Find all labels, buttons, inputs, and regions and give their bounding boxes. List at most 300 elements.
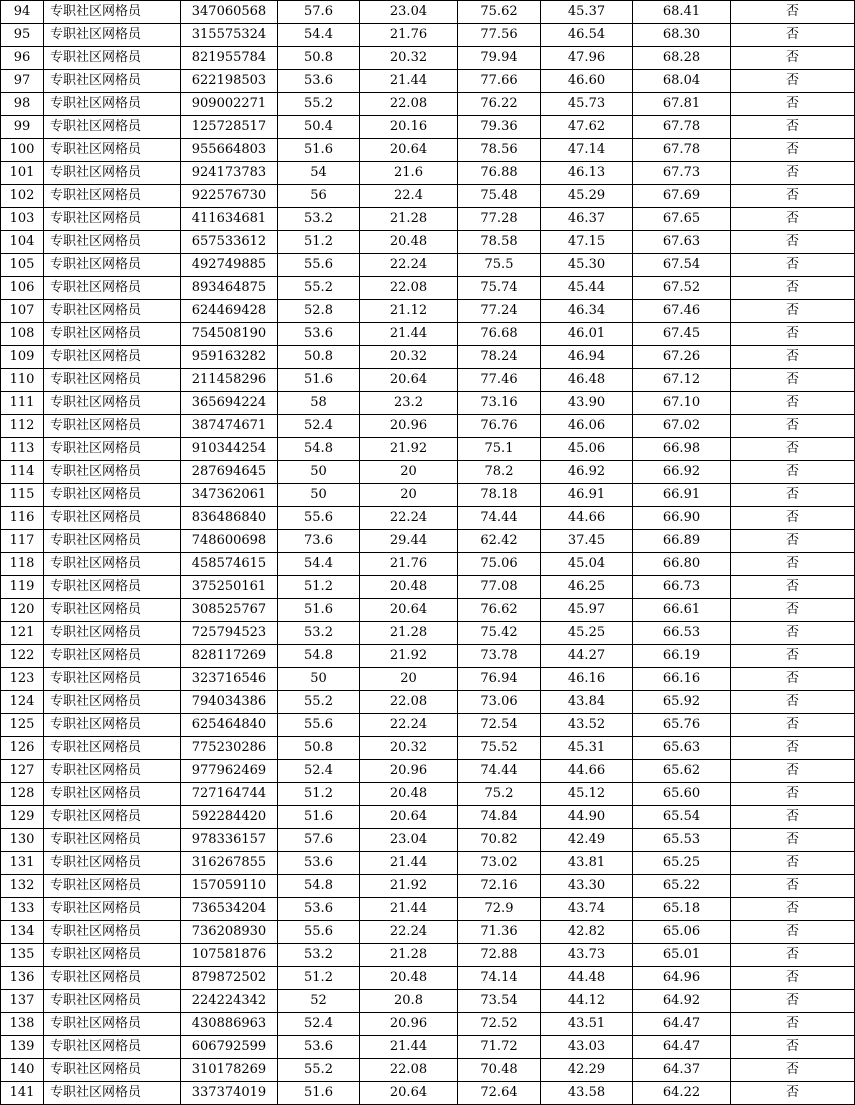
total-score-cell: 67.78 [633,116,731,139]
written-score-cell: 53.6 [278,898,360,921]
written-weighted-cell: 21.76 [360,553,458,576]
written-score-cell: 53.6 [278,70,360,93]
row-number-cell: 131 [1,852,44,875]
exam-id-cell: 316267855 [181,852,278,875]
table-row [1,116,855,139]
written-score-cell: 51.6 [278,369,360,392]
total-score-cell: 66.53 [633,622,731,645]
written-weighted-cell: 23.04 [360,1,458,24]
exam-id-cell: 736208930 [181,921,278,944]
interview-score-cell: 76.62 [458,599,541,622]
interview-weighted-cell: 47.15 [541,231,633,254]
total-score-cell: 65.22 [633,875,731,898]
interview-weighted-cell: 45.73 [541,93,633,116]
interview-score-cell: 77.56 [458,24,541,47]
interview-score-cell: 79.94 [458,47,541,70]
row-number-cell: 124 [1,691,44,714]
qualified-flag-cell: 否 [731,47,855,70]
row-number-cell: 99 [1,116,44,139]
qualified-flag-cell: 否 [731,438,855,461]
interview-weighted-cell: 46.54 [541,24,633,47]
written-weighted-cell: 21.28 [360,944,458,967]
interview-score-cell: 73.06 [458,691,541,714]
total-score-cell: 64.22 [633,1082,731,1105]
total-score-cell: 67.81 [633,93,731,116]
written-weighted-cell: 22.24 [360,507,458,530]
row-number-cell: 108 [1,323,44,346]
interview-weighted-cell: 45.29 [541,185,633,208]
post-cell: 专职社区网格员 [44,737,181,760]
written-weighted-cell: 22.08 [360,1059,458,1082]
qualified-flag-cell: 否 [731,116,855,139]
table-row [1,415,855,438]
interview-weighted-cell: 43.03 [541,1036,633,1059]
written-score-cell: 53.6 [278,323,360,346]
interview-weighted-cell: 46.91 [541,484,633,507]
exam-id-cell: 125728517 [181,116,278,139]
table-row [1,691,855,714]
total-score-cell: 67.65 [633,208,731,231]
written-score-cell: 52 [278,990,360,1013]
row-number-cell: 136 [1,967,44,990]
interview-score-cell: 71.36 [458,921,541,944]
exam-id-cell: 592284420 [181,806,278,829]
interview-weighted-cell: 44.90 [541,806,633,829]
written-score-cell: 53.6 [278,1036,360,1059]
written-score-cell: 51.2 [278,231,360,254]
post-cell: 专职社区网格员 [44,438,181,461]
post-cell: 专职社区网格员 [44,990,181,1013]
interview-weighted-cell: 43.58 [541,1082,633,1105]
total-score-cell: 68.04 [633,70,731,93]
exam-id-cell: 909002271 [181,93,278,116]
post-cell: 专职社区网格员 [44,208,181,231]
written-weighted-cell: 21.12 [360,300,458,323]
interview-weighted-cell: 46.01 [541,323,633,346]
total-score-cell: 64.37 [633,1059,731,1082]
total-score-cell: 66.98 [633,438,731,461]
row-number-cell: 103 [1,208,44,231]
table-row [1,392,855,415]
exam-id-cell: 959163282 [181,346,278,369]
written-score-cell: 51.6 [278,139,360,162]
table-row [1,668,855,691]
interview-weighted-cell: 43.90 [541,392,633,415]
interview-score-cell: 70.82 [458,829,541,852]
post-cell: 专职社区网格员 [44,1,181,24]
exam-id-cell: 893464875 [181,277,278,300]
interview-weighted-cell: 42.29 [541,1059,633,1082]
exam-id-cell: 879872502 [181,967,278,990]
post-cell: 专职社区网格员 [44,461,181,484]
written-weighted-cell: 23.2 [360,392,458,415]
interview-weighted-cell: 46.13 [541,162,633,185]
exam-id-cell: 211458296 [181,369,278,392]
row-number-cell: 109 [1,346,44,369]
exam-id-cell: 910344254 [181,438,278,461]
qualified-flag-cell: 否 [731,139,855,162]
written-weighted-cell: 20.96 [360,1013,458,1036]
written-score-cell: 73.6 [278,530,360,553]
interview-weighted-cell: 45.06 [541,438,633,461]
table-row [1,599,855,622]
interview-weighted-cell: 45.04 [541,553,633,576]
interview-weighted-cell: 37.45 [541,530,633,553]
interview-weighted-cell: 47.96 [541,47,633,70]
post-cell: 专职社区网格员 [44,47,181,70]
qualified-flag-cell: 否 [731,691,855,714]
row-number-cell: 104 [1,231,44,254]
row-number-cell: 138 [1,1013,44,1036]
post-cell: 专职社区网格员 [44,415,181,438]
written-weighted-cell: 20.48 [360,783,458,806]
qualified-flag-cell: 否 [731,93,855,116]
exam-id-cell: 315575324 [181,24,278,47]
row-number-cell: 97 [1,70,44,93]
interview-score-cell: 75.06 [458,553,541,576]
written-weighted-cell: 29.44 [360,530,458,553]
exam-id-cell: 492749885 [181,254,278,277]
interview-weighted-cell: 46.60 [541,70,633,93]
exam-id-cell: 365694224 [181,392,278,415]
row-number-cell: 137 [1,990,44,1013]
row-number-cell: 118 [1,553,44,576]
qualified-flag-cell: 否 [731,829,855,852]
interview-score-cell: 77.46 [458,369,541,392]
table-row [1,944,855,967]
interview-weighted-cell: 46.37 [541,208,633,231]
interview-score-cell: 75.62 [458,1,541,24]
exam-id-cell: 606792599 [181,1036,278,1059]
interview-weighted-cell: 45.37 [541,1,633,24]
interview-weighted-cell: 43.51 [541,1013,633,1036]
written-weighted-cell: 20.64 [360,369,458,392]
post-cell: 专职社区网格员 [44,622,181,645]
qualified-flag-cell: 否 [731,277,855,300]
table-row [1,346,855,369]
post-cell: 专职社区网格员 [44,369,181,392]
interview-score-cell: 72.9 [458,898,541,921]
written-score-cell: 55.6 [278,921,360,944]
total-score-cell: 67.02 [633,415,731,438]
written-weighted-cell: 23.04 [360,829,458,852]
total-score-cell: 67.45 [633,323,731,346]
written-score-cell: 50.8 [278,737,360,760]
table-row [1,438,855,461]
row-number-cell: 116 [1,507,44,530]
interview-weighted-cell: 45.31 [541,737,633,760]
written-score-cell: 54.8 [278,875,360,898]
qualified-flag-cell: 否 [731,484,855,507]
written-score-cell: 51.2 [278,783,360,806]
interview-weighted-cell: 44.27 [541,645,633,668]
interview-score-cell: 74.14 [458,967,541,990]
table-row [1,921,855,944]
interview-weighted-cell: 42.49 [541,829,633,852]
exam-id-cell: 775230286 [181,737,278,760]
row-number-cell: 132 [1,875,44,898]
interview-score-cell: 78.24 [458,346,541,369]
post-cell: 专职社区网格员 [44,392,181,415]
total-score-cell: 64.96 [633,967,731,990]
exam-id-cell: 411634681 [181,208,278,231]
exam-id-cell: 375250161 [181,576,278,599]
interview-weighted-cell: 43.30 [541,875,633,898]
total-score-cell: 68.30 [633,24,731,47]
total-score-cell: 65.60 [633,783,731,806]
interview-score-cell: 74.44 [458,760,541,783]
row-number-cell: 114 [1,461,44,484]
total-score-cell: 66.91 [633,484,731,507]
post-cell: 专职社区网格员 [44,576,181,599]
qualified-flag-cell: 否 [731,1036,855,1059]
written-weighted-cell: 21.92 [360,438,458,461]
written-weighted-cell: 21.44 [360,1036,458,1059]
interview-score-cell: 70.48 [458,1059,541,1082]
post-cell: 专职社区网格员 [44,346,181,369]
post-cell: 专职社区网格员 [44,185,181,208]
interview-weighted-cell: 44.48 [541,967,633,990]
total-score-cell: 66.80 [633,553,731,576]
row-number-cell: 123 [1,668,44,691]
qualified-flag-cell: 否 [731,783,855,806]
exam-id-cell: 725794523 [181,622,278,645]
table-row [1,93,855,116]
table-row [1,1,855,24]
qualified-flag-cell: 否 [731,461,855,484]
row-number-cell: 102 [1,185,44,208]
written-weighted-cell: 21.44 [360,898,458,921]
qualified-flag-cell: 否 [731,553,855,576]
post-cell: 专职社区网格员 [44,24,181,47]
table-row [1,24,855,47]
interview-score-cell: 75.52 [458,737,541,760]
total-score-cell: 67.78 [633,139,731,162]
exam-id-cell: 924173783 [181,162,278,185]
qualified-flag-cell: 否 [731,1082,855,1105]
table-row [1,1013,855,1036]
total-score-cell: 67.52 [633,277,731,300]
interview-score-cell: 62.42 [458,530,541,553]
written-score-cell: 54.4 [278,24,360,47]
qualified-flag-cell: 否 [731,737,855,760]
written-score-cell: 52.4 [278,1013,360,1036]
total-score-cell: 66.61 [633,599,731,622]
exam-id-cell: 622198503 [181,70,278,93]
written-weighted-cell: 20 [360,668,458,691]
interview-weighted-cell: 46.25 [541,576,633,599]
written-score-cell: 56 [278,185,360,208]
interview-score-cell: 72.52 [458,1013,541,1036]
qualified-flag-cell: 否 [731,530,855,553]
interview-score-cell: 72.88 [458,944,541,967]
written-weighted-cell: 20.64 [360,599,458,622]
row-number-cell: 128 [1,783,44,806]
written-score-cell: 50 [278,668,360,691]
qualified-flag-cell: 否 [731,622,855,645]
table-row [1,484,855,507]
interview-score-cell: 76.94 [458,668,541,691]
total-score-cell: 65.54 [633,806,731,829]
row-number-cell: 111 [1,392,44,415]
row-number-cell: 101 [1,162,44,185]
written-weighted-cell: 21.44 [360,852,458,875]
post-cell: 专职社区网格员 [44,829,181,852]
interview-weighted-cell: 46.48 [541,369,633,392]
interview-score-cell: 76.22 [458,93,541,116]
interview-score-cell: 76.68 [458,323,541,346]
total-score-cell: 67.54 [633,254,731,277]
written-weighted-cell: 22.24 [360,921,458,944]
written-score-cell: 54.4 [278,553,360,576]
table-row [1,806,855,829]
exam-id-cell: 308525767 [181,599,278,622]
exam-id-cell: 836486840 [181,507,278,530]
interview-score-cell: 76.88 [458,162,541,185]
table-row [1,875,855,898]
exam-id-cell: 157059110 [181,875,278,898]
written-weighted-cell: 20.32 [360,737,458,760]
row-number-cell: 127 [1,760,44,783]
post-cell: 专职社区网格员 [44,921,181,944]
row-number-cell: 96 [1,47,44,70]
written-weighted-cell: 20 [360,484,458,507]
interview-score-cell: 72.16 [458,875,541,898]
written-weighted-cell: 22.08 [360,277,458,300]
total-score-cell: 67.10 [633,392,731,415]
row-number-cell: 125 [1,714,44,737]
interview-score-cell: 78.2 [458,461,541,484]
post-cell: 专职社区网格员 [44,70,181,93]
post-cell: 专职社区网格员 [44,668,181,691]
interview-weighted-cell: 46.94 [541,346,633,369]
written-score-cell: 51.6 [278,1082,360,1105]
total-score-cell: 66.92 [633,461,731,484]
row-number-cell: 95 [1,24,44,47]
interview-weighted-cell: 43.52 [541,714,633,737]
interview-weighted-cell: 44.66 [541,760,633,783]
written-score-cell: 51.2 [278,967,360,990]
interview-score-cell: 75.48 [458,185,541,208]
row-number-cell: 112 [1,415,44,438]
exam-id-cell: 337374019 [181,1082,278,1105]
interview-weighted-cell: 45.12 [541,783,633,806]
interview-score-cell: 79.36 [458,116,541,139]
written-weighted-cell: 20.64 [360,139,458,162]
interview-score-cell: 75.42 [458,622,541,645]
exam-id-cell: 347362061 [181,484,278,507]
row-number-cell: 121 [1,622,44,645]
row-number-cell: 130 [1,829,44,852]
table-row [1,852,855,875]
interview-score-cell: 73.78 [458,645,541,668]
row-number-cell: 110 [1,369,44,392]
interview-score-cell: 78.56 [458,139,541,162]
interview-score-cell: 77.66 [458,70,541,93]
post-cell: 专职社区网格员 [44,783,181,806]
total-score-cell: 67.73 [633,162,731,185]
total-score-cell: 65.92 [633,691,731,714]
total-score-cell: 66.90 [633,507,731,530]
total-score-cell: 68.28 [633,47,731,70]
qualified-flag-cell: 否 [731,668,855,691]
written-weighted-cell: 20.16 [360,116,458,139]
table-row [1,70,855,93]
exam-id-cell: 387474671 [181,415,278,438]
total-score-cell: 66.89 [633,530,731,553]
table-row [1,622,855,645]
post-cell: 专职社区网格员 [44,875,181,898]
table-row [1,461,855,484]
table-row [1,300,855,323]
interview-score-cell: 75.1 [458,438,541,461]
exam-id-cell: 287694645 [181,461,278,484]
qualified-flag-cell: 否 [731,760,855,783]
row-number-cell: 135 [1,944,44,967]
post-cell: 专职社区网格员 [44,162,181,185]
exam-id-cell: 955664803 [181,139,278,162]
written-score-cell: 50.8 [278,47,360,70]
post-cell: 专职社区网格员 [44,116,181,139]
interview-score-cell: 71.72 [458,1036,541,1059]
exam-id-cell: 310178269 [181,1059,278,1082]
qualified-flag-cell: 否 [731,300,855,323]
interview-score-cell: 72.54 [458,714,541,737]
table-row [1,162,855,185]
interview-weighted-cell: 46.16 [541,668,633,691]
table-row [1,990,855,1013]
interview-weighted-cell: 43.74 [541,898,633,921]
qualified-flag-cell: 否 [731,645,855,668]
qualified-flag-cell: 否 [731,921,855,944]
total-score-cell: 67.12 [633,369,731,392]
interview-weighted-cell: 46.34 [541,300,633,323]
interview-weighted-cell: 43.81 [541,852,633,875]
written-weighted-cell: 22.08 [360,93,458,116]
post-cell: 专职社区网格员 [44,967,181,990]
qualified-flag-cell: 否 [731,599,855,622]
table-row [1,783,855,806]
qualified-flag-cell: 否 [731,231,855,254]
written-weighted-cell: 20.96 [360,760,458,783]
post-cell: 专职社区网格员 [44,760,181,783]
qualified-flag-cell: 否 [731,369,855,392]
row-number-cell: 120 [1,599,44,622]
table-row [1,507,855,530]
written-score-cell: 51.2 [278,576,360,599]
post-cell: 专职社区网格员 [44,553,181,576]
interview-score-cell: 77.24 [458,300,541,323]
written-score-cell: 50 [278,461,360,484]
table-row [1,277,855,300]
total-score-cell: 65.62 [633,760,731,783]
written-score-cell: 52.4 [278,760,360,783]
post-cell: 专职社区网格员 [44,806,181,829]
qualified-flag-cell: 否 [731,24,855,47]
exam-id-cell: 821955784 [181,47,278,70]
table-row [1,1036,855,1059]
written-weighted-cell: 20.64 [360,806,458,829]
qualified-flag-cell: 否 [731,162,855,185]
post-cell: 专职社区网格员 [44,1036,181,1059]
written-score-cell: 55.6 [278,507,360,530]
qualified-flag-cell: 否 [731,852,855,875]
qualified-flag-cell: 否 [731,507,855,530]
table-body [1,1,855,1105]
post-cell: 专职社区网格员 [44,254,181,277]
row-number-cell: 115 [1,484,44,507]
row-number-cell: 126 [1,737,44,760]
